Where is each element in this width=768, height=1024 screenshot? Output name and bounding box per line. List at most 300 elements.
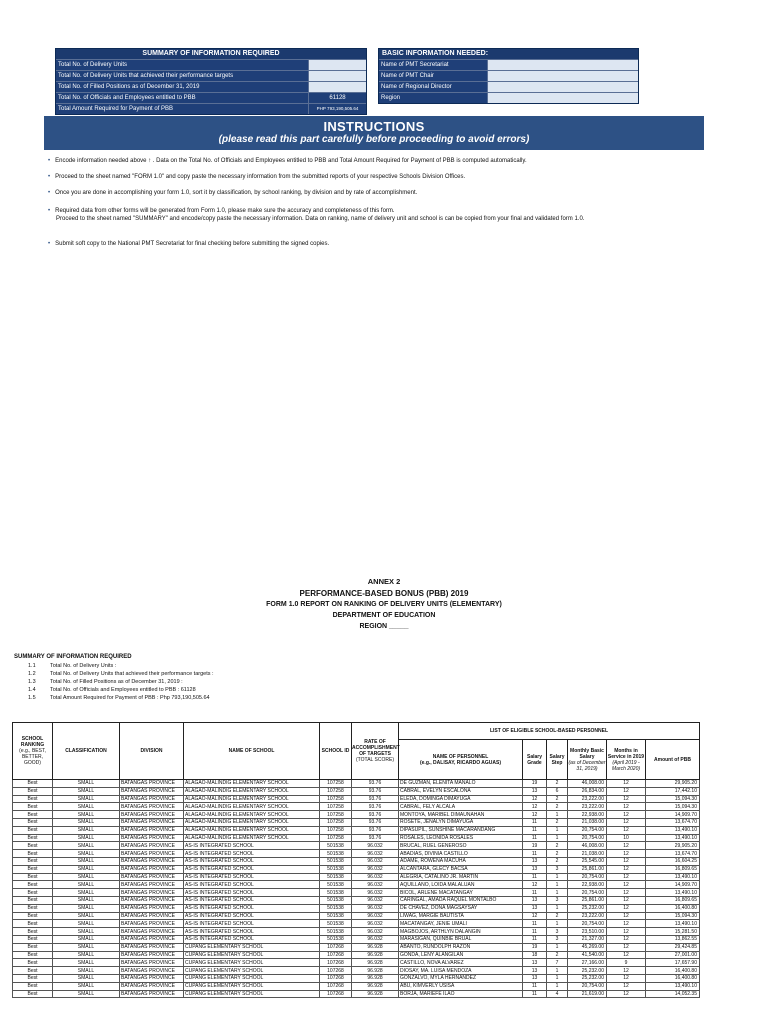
table-cell: Best (13, 920, 53, 928)
table-cell: 2 (547, 803, 568, 811)
table-row (13, 826, 700, 834)
table-cell: 11 (523, 990, 547, 998)
table-cell: 12 (607, 811, 646, 819)
table-cell: AS-IS INTEGRATED SCHOOL (184, 842, 320, 850)
table-cell: 1 (547, 982, 568, 990)
table-cell: 1 (547, 889, 568, 897)
table-row (13, 834, 700, 842)
table-cell: BATANGAS PROVINCE (120, 826, 184, 834)
table-cell: BATANGAS PROVINCE (120, 935, 184, 943)
table-row (13, 920, 700, 928)
summary-item-text: Total No. of Officials and Employees entitled to PBB : 61128 (50, 687, 196, 693)
table-cell: 1 (547, 873, 568, 881)
table-cell: 11 (523, 850, 547, 858)
table-cell: 12 (523, 803, 547, 811)
table-cell: 13,490.10 (646, 826, 700, 834)
table-cell: 96.032 (352, 928, 399, 936)
table-row (13, 780, 700, 788)
table-cell: 13 (523, 959, 547, 967)
table-cell: 19 (523, 842, 547, 850)
table-cell: 20,754.00 (568, 826, 607, 834)
table-row (13, 865, 700, 873)
table-cell: SMALL (53, 865, 120, 873)
table-row (13, 896, 700, 904)
header-months: Months in Service in 2019 (April 2019 - March 2020) (607, 740, 646, 780)
table-cell: 20,754.00 (568, 920, 607, 928)
table-cell: 16,809.65 (646, 865, 700, 873)
table-cell: 12 (523, 912, 547, 920)
table-cell: ABU, KIMVERLY USISA (399, 982, 523, 990)
basic-row-value[interactable] (487, 82, 638, 92)
table-cell: Best (13, 967, 53, 975)
table-cell: SMALL (53, 974, 120, 982)
table-cell: 93.76 (352, 780, 399, 788)
summary-item-number: 1.5 (28, 695, 36, 701)
table-row (13, 795, 700, 803)
table-cell: 93.76 (352, 795, 399, 803)
table-cell: 3 (547, 935, 568, 943)
table-cell: 1 (547, 904, 568, 912)
table-cell: SMALL (53, 959, 120, 967)
table-cell: 107258 (320, 803, 352, 811)
table-cell: 12 (607, 780, 646, 788)
table-cell: Best (13, 865, 53, 873)
table-cell: 2 (547, 850, 568, 858)
table-row (13, 990, 700, 998)
table-cell: SMALL (53, 928, 120, 936)
table-cell: 93.76 (352, 787, 399, 795)
table-cell: 46,008.00 (568, 842, 607, 850)
table-cell: 501538 (320, 904, 352, 912)
table-row (13, 889, 700, 897)
table-cell: 29,905.20 (646, 842, 700, 850)
header-personnel: NAME OF PERSONNEL (e.g., DALISAY, RICARDO AGUAS) (399, 740, 523, 780)
summary-row-label: Total No. of Officials and Employees entitled to PBB (56, 93, 308, 103)
table-cell: 12 (607, 787, 646, 795)
table-cell: Best (13, 850, 53, 858)
table-cell: BATANGAS PROVINCE (120, 787, 184, 795)
table-cell: ALAGAO-MALINDIG ELEMENTARY SCHOOL (184, 834, 320, 842)
table-cell: 96.928 (352, 951, 399, 959)
summary-row-value[interactable] (308, 60, 366, 70)
table-cell: AS-IS INTEGRATED SCHOOL (184, 896, 320, 904)
table-cell: 1 (547, 974, 568, 982)
table-cell: Best (13, 818, 53, 826)
table-cell: ROSETE, JENALYN DIMAYUGA (399, 818, 523, 826)
table-cell: 23,222.00 (568, 912, 607, 920)
table-cell: ELEDA, DOMINGA DIMAYUGA (399, 795, 523, 803)
header-school-id: SCHOOL ID (320, 723, 352, 780)
table-cell: 501538 (320, 912, 352, 920)
table-cell: 501538 (320, 881, 352, 889)
table-cell: LIWAG, MARGIE BAUTISTA (399, 912, 523, 920)
table-cell: Best (13, 811, 53, 819)
table-cell: 501538 (320, 850, 352, 858)
table-cell: 96.928 (352, 959, 399, 967)
table-cell: SMALL (53, 780, 120, 788)
table-cell: BATANGAS PROVINCE (120, 857, 184, 865)
summary-row-value[interactable] (308, 82, 366, 92)
table-cell: 1 (547, 943, 568, 951)
table-cell: BATANGAS PROVINCE (120, 896, 184, 904)
table-cell: 96.032 (352, 842, 399, 850)
table-cell: 17,442.10 (646, 787, 700, 795)
table-cell: 13,674.70 (646, 818, 700, 826)
header-ranking: SCHOOL RANKING (e.g., BEST, BETTER, GOOD) (13, 723, 53, 780)
table-row (13, 881, 700, 889)
table-cell: 107268 (320, 982, 352, 990)
table-cell: BATANGAS PROVINCE (120, 951, 184, 959)
table-cell: 96.928 (352, 974, 399, 982)
table-cell: 96.032 (352, 857, 399, 865)
table-cell: CUPANG ELEMENTARY SCHOOL (184, 982, 320, 990)
table-cell: 13,674.70 (646, 850, 700, 858)
table-cell: 12 (607, 857, 646, 865)
header-division: DIVISION (120, 723, 184, 780)
table-cell: SMALL (53, 889, 120, 897)
table-cell: 27,166.00 (568, 959, 607, 967)
table-cell: 2 (547, 912, 568, 920)
summary-item-number: 1.2 (28, 671, 36, 677)
table-cell: 107268 (320, 974, 352, 982)
table-cell: 12 (607, 873, 646, 881)
table-cell: Best (13, 928, 53, 936)
table-cell: 107268 (320, 967, 352, 975)
basic-row-label: Region (379, 93, 487, 103)
table-cell: SMALL (53, 982, 120, 990)
table-cell: Best (13, 943, 53, 951)
table-cell: 21,619.00 (568, 990, 607, 998)
table-row (13, 818, 700, 826)
table-cell: 107258 (320, 811, 352, 819)
table-cell: 12 (607, 795, 646, 803)
summary-row-label: Total No. of Filled Positions as of December 31, 2019 (56, 82, 308, 92)
table-cell: 96.928 (352, 967, 399, 975)
table-cell: 25,861.00 (568, 865, 607, 873)
table-cell: 12 (607, 967, 646, 975)
table-cell: CARINGAL, AMADA RAQUEL MONTALBO (399, 896, 523, 904)
table-cell: 93.76 (352, 811, 399, 819)
table-cell: BORJA, MARIEFE ILAO (399, 990, 523, 998)
table-cell: BATANGAS PROVINCE (120, 967, 184, 975)
table-cell: 12 (607, 951, 646, 959)
table-cell: 1 (547, 967, 568, 975)
table-cell: 20,754.00 (568, 982, 607, 990)
table-cell: 2 (547, 842, 568, 850)
table-cell: 22,938.00 (568, 811, 607, 819)
table-cell: SMALL (53, 826, 120, 834)
table-cell: BATANGAS PROVINCE (120, 834, 184, 842)
summary-item-number: 1.4 (28, 687, 36, 693)
basic-row (379, 92, 638, 103)
table-cell: 12 (607, 928, 646, 936)
table-cell: 2 (547, 951, 568, 959)
table-cell: Best (13, 780, 53, 788)
table-cell: 107258 (320, 826, 352, 834)
table-cell: 25,861.00 (568, 896, 607, 904)
table-cell: BATANGAS PROVINCE (120, 795, 184, 803)
table-cell: 501538 (320, 896, 352, 904)
table-cell: AS-IS INTEGRATED SCHOOL (184, 865, 320, 873)
annex-region: REGION _____ (359, 623, 409, 630)
header-salary-step: Salary Step (547, 740, 568, 780)
table-row (13, 857, 700, 865)
table-row (13, 974, 700, 982)
table-row (13, 873, 700, 881)
table-cell: 13 (523, 865, 547, 873)
table-cell: BATANGAS PROVINCE (120, 873, 184, 881)
basic-row-label: Name of PMT Secretariat (379, 60, 487, 70)
summary-list-item (28, 663, 116, 669)
table-cell: DE GUZMAN, ELENITA MANALO (399, 780, 523, 788)
table-cell: SMALL (53, 873, 120, 881)
table-cell: Best (13, 935, 53, 943)
table-cell: 12 (607, 818, 646, 826)
table-cell: 501538 (320, 920, 352, 928)
table-cell: 13,490.10 (646, 873, 700, 881)
header-amount: Amount of PBB (646, 740, 700, 780)
table-cell: 11 (523, 935, 547, 943)
table-cell: Best (13, 826, 53, 834)
table-cell: 1 (547, 811, 568, 819)
table-cell: 501538 (320, 889, 352, 897)
summary-item-text: Total No. of Delivery Units : (50, 663, 117, 669)
table-cell: AS-IS INTEGRATED SCHOOL (184, 873, 320, 881)
table-cell: ABADIAS, DIVINIA CASTILLO (399, 850, 523, 858)
table-cell: 15,281.50 (646, 928, 700, 936)
table-cell: ROSALES, LEONIDA ROSALES (399, 834, 523, 842)
table-cell: 13 (523, 904, 547, 912)
table-cell: 96.032 (352, 912, 399, 920)
summary-row (56, 92, 366, 103)
table-cell: Best (13, 912, 53, 920)
table-cell: 16,400.80 (646, 904, 700, 912)
table-cell: BATANGAS PROVINCE (120, 889, 184, 897)
table-cell: 15,094.30 (646, 912, 700, 920)
table-cell: 12 (607, 982, 646, 990)
table-row (13, 912, 700, 920)
table-cell: 3 (547, 896, 568, 904)
ranking-table (12, 722, 700, 998)
table-cell: SMALL (53, 896, 120, 904)
summary-row-value[interactable] (308, 71, 366, 81)
table-cell: ALAGAO-MALINDIG ELEMENTARY SCHOOL (184, 811, 320, 819)
table-cell: 11 (523, 928, 547, 936)
table-cell: 23,222.00 (568, 803, 607, 811)
table-cell: BATANGAS PROVINCE (120, 959, 184, 967)
table-cell: Best (13, 896, 53, 904)
table-cell: SMALL (53, 967, 120, 975)
table-cell: 11 (523, 834, 547, 842)
table-cell: 1 (547, 881, 568, 889)
table-row (13, 842, 700, 850)
table-cell: 17,657.90 (646, 959, 700, 967)
summary-row-value[interactable]: 61128 (308, 93, 366, 103)
instructions-title: INSTRUCTIONS (323, 119, 425, 134)
table-row (13, 951, 700, 959)
table-cell: 21,038.00 (568, 850, 607, 858)
table-cell: 15,094.30 (646, 795, 700, 803)
table-cell: 96.032 (352, 873, 399, 881)
table-cell: DIPASUPIL, SUNSHINE MACARANDANG (399, 826, 523, 834)
table-cell: Best (13, 974, 53, 982)
summary-item-text: Total Amount Required for Payment of PBB : Php 793,190,505.64 (50, 695, 210, 701)
table-cell: 14,909.70 (646, 881, 700, 889)
table-cell: 46,008.00 (568, 780, 607, 788)
table-cell: 16,400.80 (646, 967, 700, 975)
annex-form-title: FORM 1.0 REPORT ON RANKING OF DELIVERY UNITS (ELEMENTARY) (266, 601, 502, 608)
table-cell: 96.032 (352, 896, 399, 904)
table-cell: 2 (547, 857, 568, 865)
table-cell: 12 (607, 912, 646, 920)
basic-row-value[interactable] (487, 71, 638, 81)
table-cell: 96.032 (352, 935, 399, 943)
table-cell: 29,424.85 (646, 943, 700, 951)
table-cell: 13 (523, 967, 547, 975)
table-cell: 13 (523, 896, 547, 904)
summary-box-title: SUMMARY OF INFORMATION REQUIRED (56, 49, 366, 59)
table-cell: 93.76 (352, 834, 399, 842)
table-cell: Best (13, 990, 53, 998)
table-cell: 96.032 (352, 889, 399, 897)
table-cell: 12 (607, 943, 646, 951)
summary-info-box (55, 48, 367, 115)
table-cell: 45,269.00 (568, 943, 607, 951)
summary-item-number: 1.3 (28, 679, 36, 685)
table-cell: BATANGAS PROVINCE (120, 865, 184, 873)
table-cell: 7 (547, 959, 568, 967)
basic-box-title: BASIC INFORMATION NEEDED: (379, 49, 638, 59)
table-cell: 96.032 (352, 850, 399, 858)
table-row (13, 959, 700, 967)
table-cell: SMALL (53, 943, 120, 951)
header-salary-grade: Salary Grade (523, 740, 547, 780)
table-cell: MACATANGAY, JENIE UMALI (399, 920, 523, 928)
table-cell: GONZALVO, MYLA HERNANDEZ (399, 974, 523, 982)
table-cell: 19 (523, 780, 547, 788)
basic-row-label: Name of Regional Director (379, 82, 487, 92)
table-cell: Best (13, 959, 53, 967)
table-cell: 22,938.00 (568, 881, 607, 889)
table-cell: 25,232.00 (568, 967, 607, 975)
table-cell: 501538 (320, 928, 352, 936)
table-cell: 93.76 (352, 803, 399, 811)
summary-item-number: 1.1 (28, 663, 36, 669)
table-cell: BICOL, ARLENE MACATANGAY (399, 889, 523, 897)
table-row (13, 928, 700, 936)
table-cell: 25,232.00 (568, 974, 607, 982)
table-cell: AS-IS INTEGRATED SCHOOL (184, 904, 320, 912)
summary-row-label: Total No. of Delivery Units that achieved their performance targets (56, 71, 308, 81)
table-row (13, 935, 700, 943)
table-cell: 96.928 (352, 943, 399, 951)
table-cell: 107268 (320, 959, 352, 967)
summary-row (56, 59, 366, 70)
basic-row-value[interactable] (487, 60, 638, 70)
header-school: NAME OF SCHOOL (184, 723, 320, 780)
table-cell: 2 (547, 795, 568, 803)
header-rate: RATE OF ACCOMPLISHMENT OF TARGETS (TOTAL SCORE) (352, 723, 399, 780)
summary-row-value[interactable]: PHP 793,190,505.64 (308, 104, 366, 114)
table-cell: Best (13, 873, 53, 881)
table-cell: CUPANG ELEMENTARY SCHOOL (184, 951, 320, 959)
table-cell: Best (13, 904, 53, 912)
table-cell: 501538 (320, 873, 352, 881)
table-cell: 11 (523, 889, 547, 897)
table-cell: SMALL (53, 912, 120, 920)
table-cell: 96.032 (352, 920, 399, 928)
table-cell: 12 (607, 826, 646, 834)
table-cell: 10 (607, 834, 646, 842)
summary-row (56, 103, 366, 114)
table-cell: CUPANG ELEMENTARY SCHOOL (184, 967, 320, 975)
table-cell: BATANGAS PROVINCE (120, 780, 184, 788)
table-cell: BATANGAS PROVINCE (120, 881, 184, 889)
instruction-bullet-5: Proceed to the sheet named "SUMMARY" and encode/copy paste the necessary information. Data on ranking, name of delivery unit and school is can be copied from your final and validated form 1.0. (56, 216, 585, 222)
table-cell: 13 (523, 857, 547, 865)
table-cell: 13,490.10 (646, 920, 700, 928)
instructions-subtitle: (please read this part carefully before proceeding to avoid errors) (218, 134, 530, 145)
table-cell: 12 (607, 881, 646, 889)
table-cell: 15,094.30 (646, 803, 700, 811)
table-cell: Best (13, 787, 53, 795)
table-cell: 13 (523, 974, 547, 982)
header-group-personnel: LIST OF ELIGIBLE SCHOOL-BASED PERSONNEL (399, 723, 700, 740)
basic-row-value[interactable] (487, 93, 638, 103)
table-cell: 501538 (320, 865, 352, 873)
table-cell: 25,545.00 (568, 857, 607, 865)
table-cell: CUPANG ELEMENTARY SCHOOL (184, 943, 320, 951)
basic-row (379, 81, 638, 92)
table-cell: ALAGAO-MALINDIG ELEMENTARY SCHOOL (184, 795, 320, 803)
table-cell: 12 (607, 803, 646, 811)
table-cell: BATANGAS PROVINCE (120, 912, 184, 920)
summary-row (56, 70, 366, 81)
instruction-bullet-2: • Proceed to the sheet named "FORM 1.0" and copy paste the necessary information from the submitted reports of your respective Schools Division Offices. (48, 174, 466, 180)
table-cell: 12 (607, 842, 646, 850)
instruction-bullet-4: • Required data from other forms will be generated from Form 1.0, please make sure the accuracy and completeness of this form. (48, 208, 395, 214)
table-cell: SMALL (53, 857, 120, 865)
table-cell: 21,038.00 (568, 818, 607, 826)
table-cell: SMALL (53, 803, 120, 811)
table-cell: 13,490.10 (646, 889, 700, 897)
summary-list-item (28, 679, 183, 685)
table-cell: BATANGAS PROVINCE (120, 850, 184, 858)
header-classification: CLASSIFICATION (53, 723, 120, 780)
table-cell: SMALL (53, 811, 120, 819)
table-cell: 29,905.20 (646, 780, 700, 788)
table-cell: 12 (607, 865, 646, 873)
instruction-bullet-3: • Once you are done in accomplishing your form 1.0, sort it by classification, by school ranking, by division and by rate of accomplishment. (48, 190, 418, 196)
table-cell: AQUILLANO, LOIDA MALALUAN (399, 881, 523, 889)
table-cell: 41,540.00 (568, 951, 607, 959)
table-cell: Best (13, 951, 53, 959)
table-cell: 501538 (320, 857, 352, 865)
table-row (13, 904, 700, 912)
table-cell: CABRAL, FELY ALCALA (399, 803, 523, 811)
table-cell: ABANTO, RUNDOLPH RAZON (399, 943, 523, 951)
table-cell: 12 (607, 896, 646, 904)
table-cell: AS-IS INTEGRATED SCHOOL (184, 881, 320, 889)
table-cell: ALAGAO-MALINDIG ELEMENTARY SCHOOL (184, 818, 320, 826)
table-cell: 11 (523, 873, 547, 881)
table-cell: SMALL (53, 842, 120, 850)
table-cell: 96.032 (352, 881, 399, 889)
table-cell: SMALL (53, 951, 120, 959)
table-cell: Best (13, 857, 53, 865)
table-cell: Best (13, 889, 53, 897)
table-cell: 14,052.35 (646, 990, 700, 998)
